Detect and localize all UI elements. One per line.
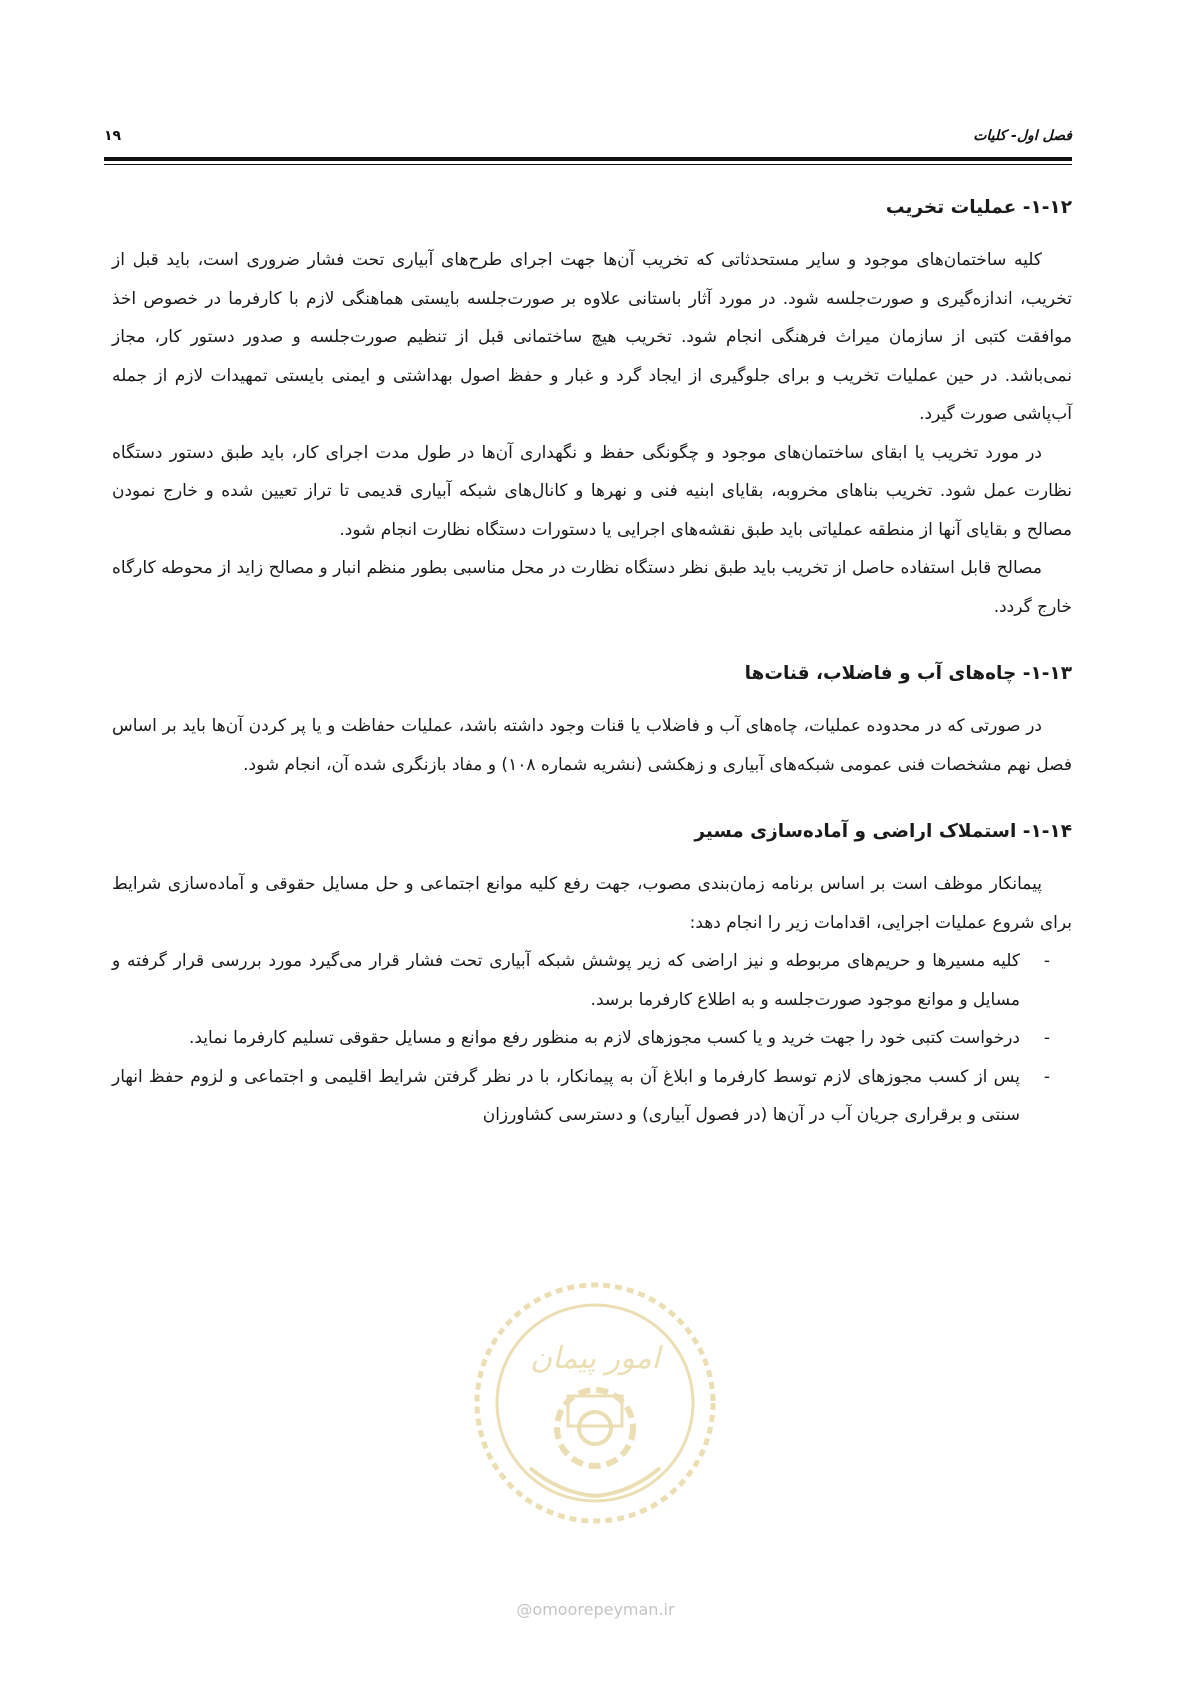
section-title-land-acquisition: ۱-۱۴- استملاک اراضی و آماده‌سازی مسیر [694,821,1072,842]
paragraph: کلیه ساختمان‌های موجود و سایر مستحدثاتی که تخریب آن‌ها جهت اجرای طرح‌های آبیاری تحت فشار ضروری است، باید قبل از تخریب، اندازه‌گیری و صورت‌جلسه شود. در مورد آثار باستانی علاوه بر صورت‌جلسه بایستی هماهنگی لازم با کارفرما در خصوص اخذ موافقت کتبی از سازمان میراث فرهنگی انجام شود. تخریب هیچ ساختمانی قبل از تنظیم صورت‌جلسه و صدور دستور کار، مجاز نمی‌باشد. در حین عملیات تخریب و برای جلوگیری از ایجاد گرد و غبار و حفظ اصول بهداشتی و ایمنی بایستی تمهیدات لازم از جمله آب‌پاشی صورت گیرد. [112,250,1072,424]
list-item-text: پس از کسب مجوزهای لازم توسط کارفرما و ابلاغ آن به پیمانکار، با در نظر گرفتن شرایط اقلیمی و اجتماعی و لزوم حفظ انهار سنتی و برقراری جریان آب در آن‌ها (در فصول آبیاری) و دسترسی کشاورزان [112,1066,1020,1125]
list-item-text: کلیه مسیرها و حریم‌های مربوطه و نیز اراضی که زیر پوشش شبکه آبیاری تحت فشار قرار می‌گیرد مورد بررسی قرار گرفته و مسایل و موانع موجود صورت‌جلسه و به اطلاع کارفرما برسد. [112,951,1020,1010]
paragraph: در مورد تخریب یا ابقای ساختمان‌های موجود و چگونگی حفظ و نگهداری آن‌ها در طول مدت اجرای کار، باید طبق دستور دستگاه نظارت عمل شود. تخریب بناهای مخروبه، بقایای ابنیه فنی و نهرها و کانال‌های شبکه آبیاری قدیمی تا تراز تعیین شده و خارج نمودن مصالح و بقایای آنها از منطقه عملیاتی باید طبق نقشه‌های اجرایی یا دستورات دستگاه نظارت انجام شود. [112,442,1072,540]
watermark-site: @omoorepeyman.ir [516,1600,675,1619]
list-item [112,1019,1072,1058]
bullet-marker: - [1043,1028,1050,1048]
watermark-logo-text: امور پیمان [530,1341,660,1376]
list-item [112,1058,1072,1135]
header-rule-thick [104,157,1072,161]
list-item-text: درخواست کتبی خود را جهت خرید و یا کسب مجوزهای لازم به منظور رفع موانع و مسایل حقوقی تسلیم کارفرما نماید. [188,1028,1020,1048]
section-title-demolition: ۱-۱۲- عملیات تخریب [885,197,1072,218]
watermark-seal-logo [470,1278,720,1528]
section-title-wells: ۱-۱۳- چاه‌های آب و فاضلاب، قنات‌ها [744,663,1072,684]
page-header [104,128,1072,158]
paragraph: مصالح قابل استفاده حاصل از تخریب باید طبق نظر دستگاه نظارت در محل مناسبی بطور منظم انبار و مصالح زاید از محوطه کارگاه خارج گردد. [112,558,1072,617]
chapter-title: فصل اول- کلیات [973,128,1072,144]
header-rule-thin [104,164,1072,165]
page-number: ۱۹ [104,128,122,144]
bullet-marker: - [1043,1066,1050,1087]
bullet-marker: - [1043,951,1050,971]
paragraph: پیمانکار موظف است بر اساس برنامه زمان‌بندی مصوب، جهت رفع کلیه موانع اجتماعی و حل مسایل حقوقی و آماده‌سازی شرایط برای شروع عملیات اجرایی، اقدامات زیر را انجام دهد: [112,874,1072,933]
paragraph: در صورتی که در محدوده عملیات، چاه‌های آب و فاضلاب یا قنات وجود داشته باشد، عملیات حفاظت و یا پر کردن آن‌ها باید بر اساس فصل نهم مشخصات فنی عمومی شبکه‌های آبیاری و زهکشی (نشریه شماره ۱۰۸) و مفاد بازنگری شده آن، انجام شود. [112,716,1072,775]
list-item [112,942,1072,1019]
bullet-list [112,942,1072,1135]
document-body [112,188,1072,1135]
